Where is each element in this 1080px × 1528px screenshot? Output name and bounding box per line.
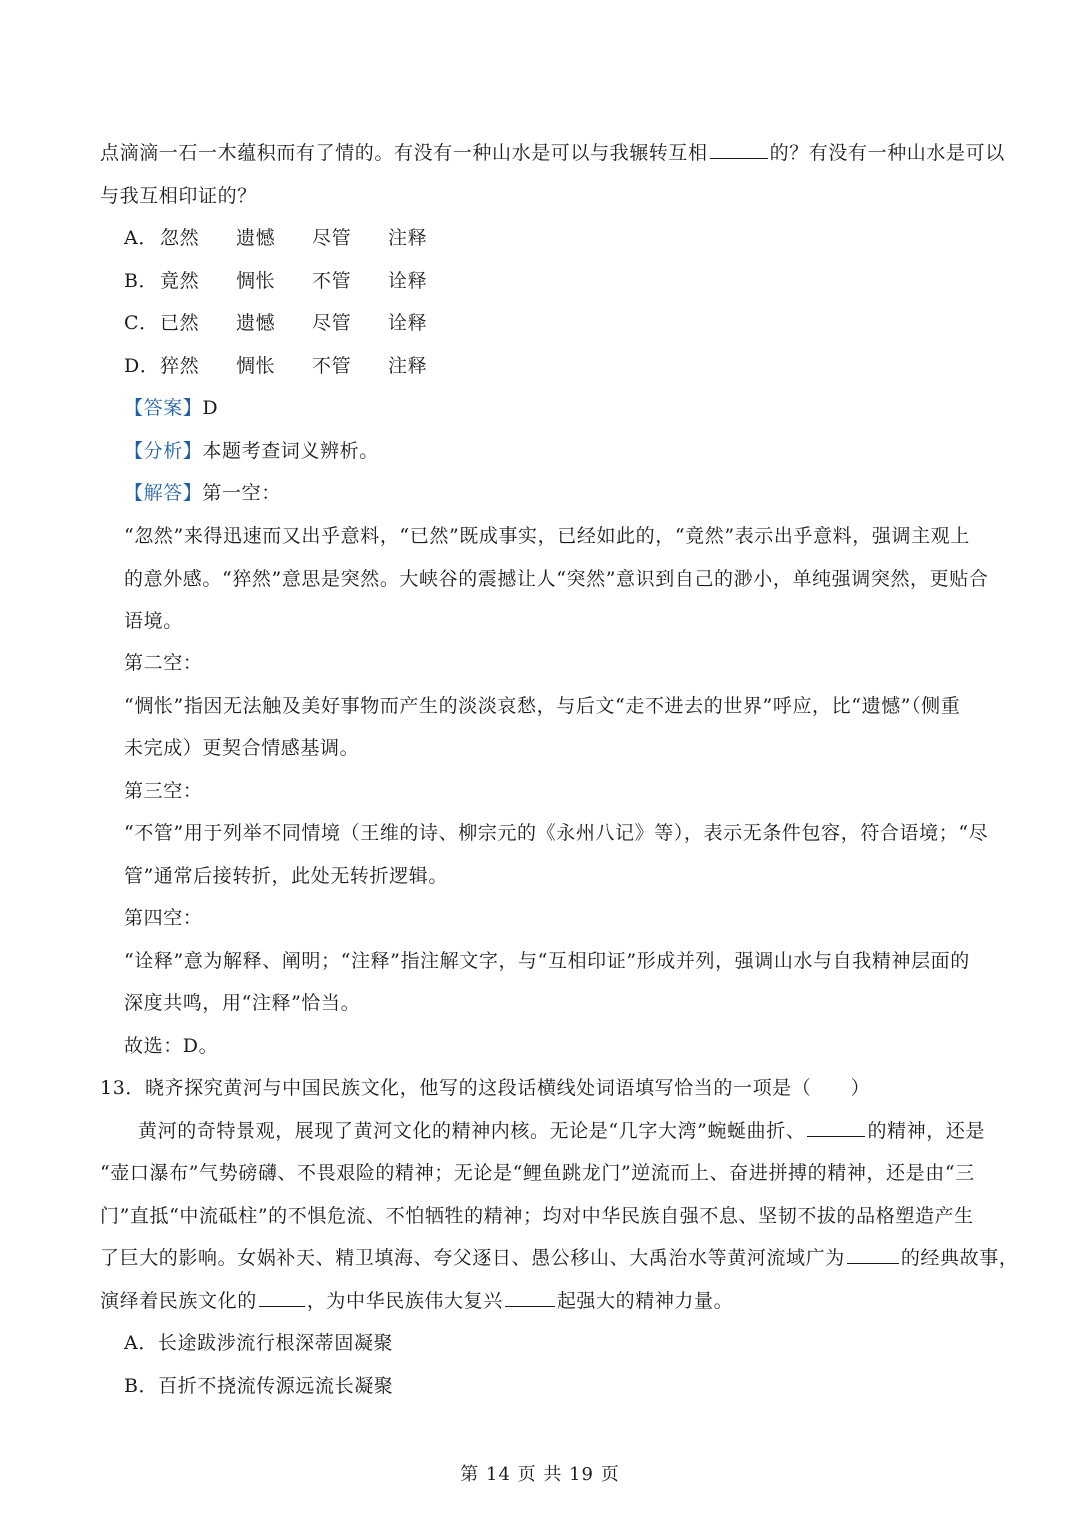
option-word: 流行 <box>236 1332 276 1354</box>
option-word: 注释 <box>388 355 428 377</box>
answer-tag: 【答案】 <box>124 397 203 419</box>
option-label: D． <box>124 355 160 377</box>
passage-text: 了巨大的影响。女娲补天、精卫填海、夸父逐日、愚公移山、大禹治水等黄河流域广为 <box>100 1247 845 1269</box>
q13-option-a <box>124 1330 393 1356</box>
option-word: 遗憾 <box>236 227 276 249</box>
option-word: 不管 <box>312 270 352 292</box>
q13-passage-line-2: “壶口瀑布”气势磅礴、不畏艰险的精神；无论是“鲤鱼跳龙门”逆流而上、奋进拼搏的精神，还是由“三 <box>100 1162 975 1184</box>
option-label: B． <box>124 270 159 292</box>
passage-line-1 <box>100 140 1005 166</box>
passage-text: 黄河的奇特景观，展现了黄河文化的精神内核。无论是“几字大湾”蜿蜒曲折、 <box>138 1120 806 1142</box>
option-word: 百折不挠 <box>158 1375 237 1397</box>
passage-line-2: 与我互相印证的？ <box>100 185 257 207</box>
q13-passage-line-1 <box>138 1118 985 1144</box>
fill-blank <box>505 1288 555 1307</box>
page-footer: 第 14 页 共 19 页 <box>460 1464 620 1485</box>
option-label: C． <box>124 312 159 334</box>
option-word: 诠释 <box>388 270 428 292</box>
fill-blank <box>847 1245 899 1264</box>
option-word: 诠释 <box>388 312 428 334</box>
solution-text: 管”通常后接转折，此处无转折逻辑。 <box>124 865 448 887</box>
q13-stem: 13．晓齐探究黄河与中国民族文化，他写的这段话横线处词语填写恰当的一项是（ ） <box>100 1077 871 1099</box>
passage-text: 的精神，还是 <box>867 1120 986 1142</box>
option-word: 长途跋涉 <box>157 1332 237 1354</box>
blank-label: 第四空： <box>124 907 203 929</box>
q12-option-d <box>124 353 427 379</box>
passage-text: 点滴滴一石一木蕴积而有了情的。有没有一种山水是可以与我辗转互相 <box>100 142 708 164</box>
option-label: A． <box>124 1332 158 1354</box>
option-word: 竟然 <box>160 270 200 292</box>
solution-text: “忽然”来得迅速而又出乎意料，“已然”既成事实，已经如此的，“竟然”表示出乎意料，强调主观上 <box>124 525 970 547</box>
blank-label: 第二空： <box>124 652 203 674</box>
analysis-text: 本题考查词义辨析。 <box>202 440 379 462</box>
passage-text: ，为中华民族伟大复兴 <box>306 1290 503 1312</box>
answer-line <box>124 395 218 421</box>
blank-label: 第一空： <box>202 482 281 504</box>
solution-text: “不管”用于列举不同情境（王维的诗、柳宗元的《永州八记》等），表示无条件包容，符合语境；“尽 <box>124 822 989 844</box>
option-word: 已然 <box>160 312 200 334</box>
fill-blank <box>259 1288 305 1307</box>
q13-passage-line-5 <box>100 1288 733 1314</box>
solution-tag: 【解答】 <box>124 482 203 504</box>
blank-label: 第三空： <box>124 780 203 802</box>
option-word: 猝然 <box>160 355 200 377</box>
conclusion-text: 故选：D。 <box>124 1035 219 1057</box>
option-word: 遗憾 <box>236 312 276 334</box>
option-label: A． <box>124 227 158 249</box>
option-label: B． <box>124 1375 159 1397</box>
passage-text: 演绎着民族文化的 <box>100 1290 257 1312</box>
q12-option-a <box>124 225 427 251</box>
option-word: 源远流长 <box>275 1375 355 1397</box>
option-word: 惆怅 <box>236 270 276 292</box>
answer-value: D <box>202 397 219 419</box>
q12-option-b <box>124 268 427 294</box>
q13-option-b <box>124 1373 393 1399</box>
passage-text: 的经典故事， <box>900 1247 1019 1269</box>
solution-line <box>124 480 281 506</box>
option-word: 不管 <box>312 355 352 377</box>
option-word: 凝聚 <box>354 1375 394 1397</box>
solution-text: “惆怅”指因无法触及美好事物而产生的淡淡哀愁，与后文“走不进去的世界”呼应，比“遗憾”（侧重 <box>124 695 961 717</box>
q12-option-c <box>124 310 427 336</box>
solution-text: “诠释”意为解释、阐明；“注释”指注解文字，与“互相印证”形成并列，强调山水与自我精神层面的 <box>124 950 970 972</box>
option-word: 尽管 <box>312 312 352 334</box>
option-word: 尽管 <box>312 227 352 249</box>
fill-blank <box>710 140 768 159</box>
option-word: 忽然 <box>160 227 200 249</box>
solution-text: 语境。 <box>124 610 183 632</box>
solution-text: 未完成）更契合情感基调。 <box>124 737 360 759</box>
option-word: 惆怅 <box>236 355 276 377</box>
passage-text: 的？有没有一种山水是可以 <box>769 142 1005 164</box>
q13-passage-line-4 <box>100 1245 1018 1271</box>
solution-text: 深度共鸣，用“注释”恰当。 <box>124 992 361 1014</box>
fill-blank <box>807 1118 865 1137</box>
option-word: 流传 <box>236 1375 276 1397</box>
passage-text: 起强大的精神力量。 <box>556 1290 734 1312</box>
analysis-line <box>124 438 379 464</box>
option-word: 根深蒂固 <box>275 1332 354 1354</box>
option-word: 凝聚 <box>353 1332 394 1354</box>
option-word: 注释 <box>388 227 428 249</box>
analysis-tag: 【分析】 <box>124 440 203 462</box>
q13-passage-line-3: 门”直抵“中流砥柱”的不惧危流、不怕牺牲的精神；均对中华民族自强不息、坚韧不拔的品格塑造产生 <box>100 1205 974 1227</box>
solution-text: 的意外感。“猝然”意思是突然。大峡谷的震撼让人“突然”意识到自己的渺小，单纯强调突然，更贴合 <box>124 568 989 590</box>
